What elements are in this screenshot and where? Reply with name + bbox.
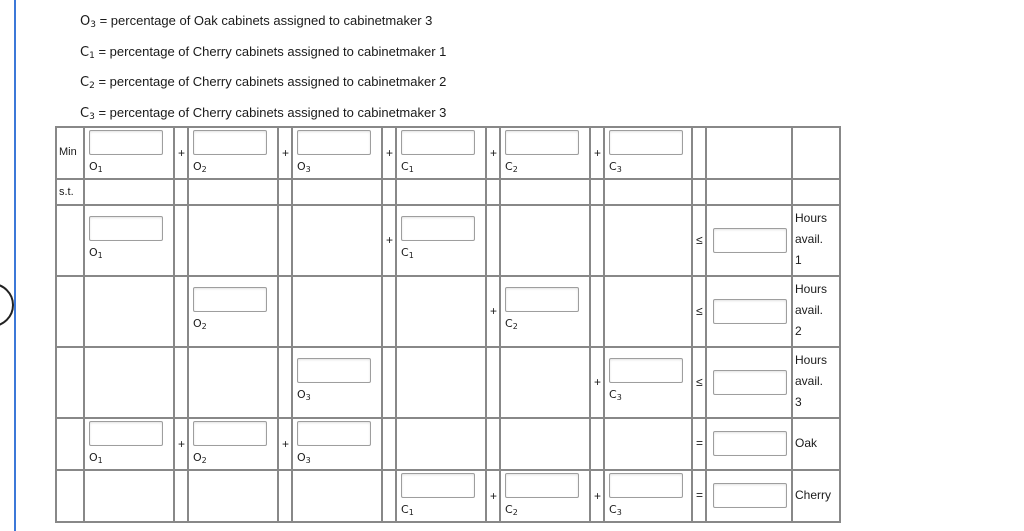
min-cell	[56, 127, 84, 179]
eq-sign: =	[696, 488, 704, 502]
c2r-c2-cell	[500, 276, 590, 347]
plus-cell	[382, 127, 396, 179]
empty-cell	[56, 205, 84, 276]
var-letter: O	[297, 160, 306, 173]
definition-o3	[80, 8, 446, 39]
empty-cell	[396, 276, 486, 347]
empty-cell	[278, 470, 292, 522]
plus-sign: +	[594, 146, 602, 160]
obj-o1-cell	[84, 127, 174, 179]
eq-cell	[692, 418, 706, 470]
empty-cell	[174, 347, 188, 418]
var-label-o1	[89, 160, 103, 174]
empty-cell	[56, 418, 84, 470]
plus-cell	[486, 127, 500, 179]
empty-cell	[792, 179, 840, 205]
empty-cell	[174, 470, 188, 522]
objective-row	[56, 127, 840, 179]
obj-coef-c1-input[interactable]	[401, 130, 475, 155]
var-letter: O	[89, 160, 98, 173]
var-sub: 3	[616, 393, 622, 402]
coef-input-cherry-c2[interactable]	[505, 473, 579, 498]
def-var: C	[80, 75, 90, 91]
plus-sign: +	[490, 304, 498, 318]
var-letter: C	[609, 388, 617, 401]
empty-cell	[174, 179, 188, 205]
plus-sign: +	[282, 437, 290, 451]
rhs-cell	[706, 205, 792, 276]
obj-coef-o1-input[interactable]	[89, 130, 163, 155]
var-letter: C	[609, 160, 617, 173]
obj-coef-o2-input[interactable]	[193, 130, 267, 155]
empty-cell	[604, 205, 692, 276]
var-letter: O	[193, 160, 202, 173]
cherry-c2-cell	[500, 470, 590, 522]
empty-cell	[188, 470, 278, 522]
empty-cell	[396, 347, 486, 418]
var-label-o2	[193, 317, 207, 331]
plus-cell	[278, 127, 292, 179]
var-label-o2	[193, 160, 207, 174]
obj-o2-cell	[188, 127, 278, 179]
empty-cell	[56, 470, 84, 522]
constraint-label-cherry	[795, 485, 831, 506]
rhs-cell	[706, 418, 792, 470]
def-text: = percentage of Cherry cabinets assigned to cabinetmaker 1	[98, 43, 447, 59]
obj-coef-c2-input[interactable]	[505, 130, 579, 155]
coef-input-hours1-c1[interactable]	[401, 216, 475, 241]
empty-cell	[692, 127, 706, 179]
plus-cell	[382, 205, 396, 276]
c2r-o2-cell	[188, 276, 278, 347]
rhs-input-cherry[interactable]	[713, 483, 787, 508]
c3r-c3-cell	[604, 347, 692, 418]
le-sign: ≤	[696, 375, 703, 389]
var-sub: 3	[616, 165, 622, 174]
coef-input-hours1-o1[interactable]	[89, 216, 163, 241]
empty-cell	[84, 347, 174, 418]
left-border-rule	[14, 0, 16, 531]
empty-cell	[382, 276, 396, 347]
coef-input-hours2-c2[interactable]	[505, 287, 579, 312]
constraint-label-hours-2	[795, 279, 827, 342]
row-label-cell	[792, 205, 840, 276]
def-var: O	[80, 14, 91, 29]
coef-input-hours3-o3[interactable]	[297, 358, 371, 383]
var-letter: C	[505, 503, 513, 516]
empty-cell	[382, 179, 396, 205]
def-sub: 1	[89, 50, 95, 61]
row-label-cell	[792, 470, 840, 522]
min-label: Min	[59, 146, 77, 158]
def-text: = percentage of Oak cabinets assigned to cabinetmaker 3	[99, 13, 433, 28]
var-sub: 1	[97, 165, 103, 174]
var-sub: 2	[201, 165, 207, 174]
var-label-c2	[505, 160, 518, 174]
empty-cell	[278, 347, 292, 418]
var-sub: 2	[512, 322, 518, 331]
var-label-c2	[505, 503, 518, 517]
var-sub: 3	[305, 456, 311, 465]
definition-c1	[80, 39, 446, 70]
var-letter: C	[401, 160, 409, 173]
le-cell	[692, 276, 706, 347]
empty-cell	[174, 205, 188, 276]
plus-cell	[174, 418, 188, 470]
rhs-input-oak[interactable]	[713, 431, 787, 456]
plus-sign: +	[178, 437, 186, 451]
empty-cell	[792, 127, 840, 179]
rhs-cell	[706, 347, 792, 418]
c1r-c1-cell	[396, 205, 486, 276]
plus-cell	[590, 347, 604, 418]
def-var: C	[80, 44, 90, 60]
empty-cell	[604, 179, 692, 205]
plus-sign: +	[386, 233, 394, 247]
empty-cell	[486, 205, 500, 276]
coef-input-hours3-c3[interactable]	[609, 358, 683, 383]
constraint-row-oak	[56, 418, 840, 470]
row-label-cell	[792, 347, 840, 418]
plus-sign: +	[178, 146, 186, 160]
var-letter: O	[193, 451, 202, 464]
empty-cell	[590, 205, 604, 276]
st-row	[56, 179, 840, 205]
plus-cell	[486, 276, 500, 347]
var-label-c1	[401, 160, 414, 174]
var-label-o3	[297, 451, 311, 465]
var-sub: 3	[616, 508, 622, 517]
var-sub: 1	[408, 508, 414, 517]
le-cell	[692, 347, 706, 418]
empty-cell	[84, 470, 174, 522]
empty-cell	[84, 179, 174, 205]
label-line: 1	[795, 253, 802, 267]
empty-cell	[278, 276, 292, 347]
plus-cell	[174, 127, 188, 179]
plus-cell	[590, 470, 604, 522]
empty-cell	[292, 179, 382, 205]
plus-sign: +	[594, 489, 602, 503]
def-text: = percentage of Cherry cabinets assigned to cabinetmaker 2	[98, 74, 447, 90]
var-label-o1	[89, 451, 103, 465]
var-letter: C	[505, 160, 513, 173]
var-sub: 3	[305, 165, 311, 174]
label-line: avail.	[795, 303, 824, 317]
empty-cell	[706, 127, 792, 179]
label-line: avail.	[795, 232, 824, 246]
obj-c2-cell	[500, 127, 590, 179]
var-sub: 3	[305, 393, 311, 402]
empty-cell	[382, 470, 396, 522]
var-letter: O	[89, 246, 98, 259]
var-letter: O	[193, 317, 202, 330]
empty-cell	[382, 347, 396, 418]
plus-sign: +	[594, 375, 602, 389]
empty-cell	[188, 205, 278, 276]
plus-cell	[486, 470, 500, 522]
oak-o2-cell	[188, 418, 278, 470]
var-letter: O	[297, 388, 306, 401]
constraint-row-hours-3	[56, 347, 840, 418]
var-sub: 1	[408, 251, 414, 260]
row-label-cell	[792, 418, 840, 470]
empty-cell	[486, 418, 500, 470]
le-sign: ≤	[696, 304, 703, 318]
st-label: s.t.	[59, 186, 74, 198]
var-label-c1	[401, 246, 414, 260]
rhs-input-hours-2[interactable]	[713, 299, 787, 324]
var-sub: 1	[97, 251, 103, 260]
c1r-o1-cell	[84, 205, 174, 276]
var-label-c3	[609, 160, 622, 174]
rhs-input-hours-3[interactable]	[713, 370, 787, 395]
obj-c3-cell	[604, 127, 692, 179]
var-sub: 2	[512, 508, 518, 517]
var-label-c3	[609, 503, 622, 517]
empty-cell	[174, 276, 188, 347]
var-label-o3	[297, 160, 311, 174]
var-letter: O	[89, 451, 98, 464]
plus-sign: +	[490, 489, 498, 503]
empty-cell	[500, 179, 590, 205]
oak-o3-cell	[292, 418, 382, 470]
var-sub: 2	[201, 322, 207, 331]
variable-definitions	[80, 8, 446, 130]
label-line: Hours	[795, 211, 828, 225]
var-sub: 2	[201, 456, 207, 465]
empty-cell	[56, 276, 84, 347]
label-line: Cherry	[795, 488, 832, 502]
constraint-row-hours-1	[56, 205, 840, 276]
var-letter: C	[505, 317, 513, 330]
partial-circle-icon	[0, 283, 14, 327]
obj-coef-c3-input[interactable]	[609, 130, 683, 155]
label-line: 3	[795, 395, 802, 409]
empty-cell	[278, 205, 292, 276]
label-line: avail.	[795, 374, 824, 388]
coef-input-cherry-c3[interactable]	[609, 473, 683, 498]
obj-coef-o3-input[interactable]	[297, 130, 371, 155]
empty-cell	[590, 179, 604, 205]
empty-cell	[604, 418, 692, 470]
c3r-o3-cell	[292, 347, 382, 418]
var-letter: C	[401, 246, 409, 259]
coef-input-oak-o1[interactable]	[89, 421, 163, 446]
var-sub: 2	[512, 165, 518, 174]
empty-cell	[188, 179, 278, 205]
def-sub: 3	[90, 20, 96, 30]
empty-cell	[56, 347, 84, 418]
empty-cell	[396, 179, 486, 205]
var-letter: C	[609, 503, 617, 516]
constraint-label-hours-3	[795, 350, 827, 413]
coef-input-oak-o2[interactable]	[193, 421, 267, 446]
empty-cell	[590, 418, 604, 470]
rhs-cell	[706, 276, 792, 347]
var-label-c2	[505, 317, 518, 331]
def-var: C	[80, 105, 90, 121]
coef-input-oak-o3[interactable]	[297, 421, 371, 446]
empty-cell	[500, 347, 590, 418]
obj-c1-cell	[396, 127, 486, 179]
cherry-c3-cell	[604, 470, 692, 522]
lp-model-table	[55, 126, 841, 523]
empty-cell	[486, 179, 500, 205]
var-sub: 1	[408, 165, 414, 174]
le-sign: ≤	[696, 233, 703, 247]
var-letter: C	[401, 503, 409, 516]
empty-cell	[500, 418, 590, 470]
def-sub: 3	[89, 111, 95, 122]
oak-o1-cell	[84, 418, 174, 470]
plus-cell	[590, 127, 604, 179]
cherry-c1-cell	[396, 470, 486, 522]
empty-cell	[188, 347, 278, 418]
plus-sign: +	[386, 146, 394, 160]
label-line: 2	[795, 324, 802, 338]
label-line: Hours	[795, 282, 828, 296]
var-label-c3	[609, 388, 622, 402]
empty-cell	[382, 418, 396, 470]
empty-cell	[500, 205, 590, 276]
eq-cell	[692, 470, 706, 522]
def-text: = percentage of Cherry cabinets assigned to cabinetmaker 3	[98, 104, 447, 120]
obj-o3-cell	[292, 127, 382, 179]
empty-cell	[292, 470, 382, 522]
definition-c2	[80, 69, 446, 100]
empty-cell	[706, 179, 792, 205]
empty-cell	[84, 276, 174, 347]
var-label-c1	[401, 503, 414, 517]
coef-input-cherry-c1[interactable]	[401, 473, 475, 498]
empty-cell	[396, 418, 486, 470]
coef-input-hours2-o2[interactable]	[193, 287, 267, 312]
plus-sign: +	[282, 146, 290, 160]
empty-cell	[292, 205, 382, 276]
rhs-cell	[706, 470, 792, 522]
rhs-input-hours-1[interactable]	[713, 228, 787, 253]
constraint-label-hours-1	[795, 208, 827, 271]
plus-cell	[278, 418, 292, 470]
var-sub: 1	[97, 456, 103, 465]
var-label-o2	[193, 451, 207, 465]
empty-cell	[278, 179, 292, 205]
st-cell	[56, 179, 84, 205]
plus-sign: +	[490, 146, 498, 160]
empty-cell	[292, 276, 382, 347]
constraint-row-cherry	[56, 470, 840, 522]
empty-cell	[692, 179, 706, 205]
empty-cell	[590, 276, 604, 347]
var-letter: O	[297, 451, 306, 464]
eq-sign: =	[696, 436, 704, 450]
constraint-row-hours-2	[56, 276, 840, 347]
var-label-o3	[297, 388, 311, 402]
label-line: Hours	[795, 353, 828, 367]
label-line: Oak	[795, 436, 818, 450]
empty-cell	[486, 347, 500, 418]
constraint-label-oak	[795, 433, 817, 454]
empty-cell	[604, 276, 692, 347]
var-label-o1	[89, 246, 103, 260]
le-cell	[692, 205, 706, 276]
def-sub: 2	[89, 81, 95, 92]
row-label-cell	[792, 276, 840, 347]
